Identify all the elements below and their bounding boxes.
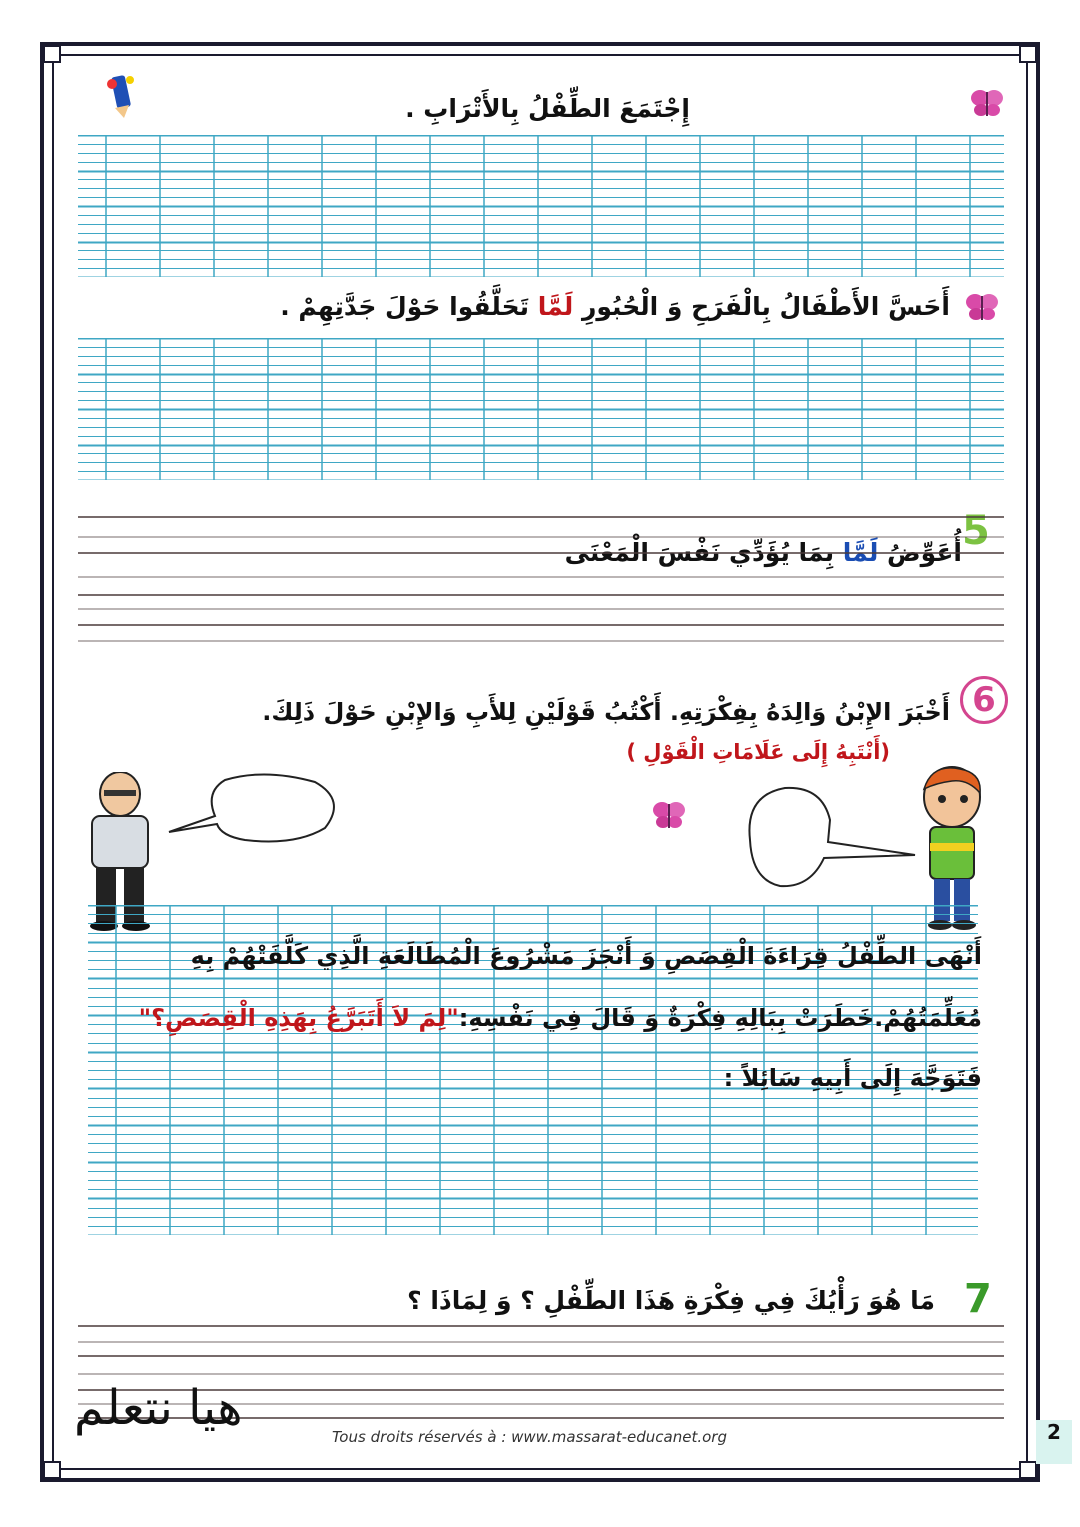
number-7-badge: 7 [964, 1276, 992, 1322]
ruled-lines-q5[interactable] [78, 505, 1004, 655]
paragraph-line-1: أَنْهَى الطِّفْلُ قِرَاءَةَ الْقِصَصِ وَ أَنْجَزَ مَشْرُوعَ الْمُطَالَعَةِ الَّذِي كَلَّفَتْهُمْ بِهِ [190, 942, 982, 970]
frame-corner [1019, 45, 1037, 63]
frame-corner [1019, 1461, 1037, 1479]
frame-corner [43, 45, 61, 63]
sentence-2-part-c: تَحَلَّقُوا حَوْلَ جَدَّتِهِمْ . [280, 292, 538, 321]
number-5-badge: 5 [962, 508, 990, 554]
speech-bubble-boy[interactable] [740, 780, 920, 895]
writing-grid-2[interactable] [78, 338, 1004, 480]
paragraph-line-2 [139, 1004, 982, 1032]
question-5-part-c: بِمَا يُؤَدِّي نَفْسَ الْمَعْنَى [564, 538, 843, 567]
question-7: مَا هُوَ رَأْيُكَ فِي فِكْرَةِ هَذَا الطِّفْلِ ؟ وَ لِمَاذَا ؟ [407, 1286, 935, 1315]
butterfly-icon [965, 292, 999, 322]
sentence-1: إِجْتَمَعَ الطِّفْلُ بِالأَتْرَابِ . [405, 94, 690, 123]
speech-bubble-father[interactable] [165, 772, 350, 852]
question-6-note: (أَنْتَبِهُ إِلَى عَلَامَاتِ الْقَوْلِ ) [626, 740, 890, 764]
question-5-highlight: لَمَّا [842, 538, 879, 567]
question-6: أَخْبَرَ الإِبْنُ وَالِدَهُ بِفِكْرَتِهِ. أَكْتُبُ قَوْلَيْنِ لِلأَبِ وَالإِبْنِ حَوْلَ ذَلِكَ. [262, 698, 950, 726]
sentence-2 [280, 292, 950, 321]
frame-corner [43, 1461, 61, 1479]
question-5-part-a: أُعَوِّضُ [878, 538, 962, 567]
page-number: 2 [1036, 1420, 1072, 1464]
paragraph-quote: "لِمَ لاَ أَتَبَرَّعُ بِهَذِهِ الْقِصَصِ؟" [138, 1004, 459, 1032]
paragraph-line-2-text: مُعَلِّمَتُهُمْ.خَطَرَتْ بِبَالِهِ فِكْرَةٌ وَ قَالَ فِي نَفْسِهِ: [458, 1004, 982, 1032]
sentence-2-part-a: أَحَسَّ الأَطْفَالُ بِالْفَرَحِ وَ الْحُبُورِ [573, 292, 950, 321]
paragraph-line-3: فَتَوَجَّهَ إِلَى أَبِيهِ سَائِلاً : [723, 1064, 982, 1092]
butterfly-icon [652, 800, 686, 830]
butterfly-icon [970, 88, 1004, 118]
copyright-credit: Tous droits réservés à : www.massarat-educanet.org [332, 1428, 727, 1446]
logo-text: هيا نتعلم [74, 1380, 243, 1436]
writing-grid-1[interactable] [78, 135, 1004, 277]
pencil-icon [100, 72, 144, 122]
number-6-badge: 6 [960, 676, 1008, 724]
sentence-2-highlight: لَمَّا [537, 292, 574, 321]
